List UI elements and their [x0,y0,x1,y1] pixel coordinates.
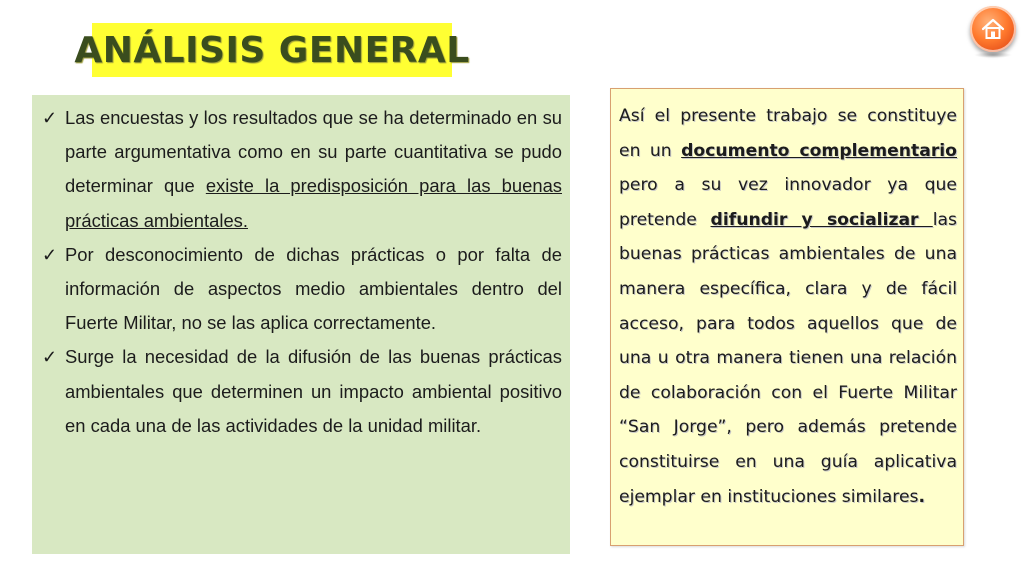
bullet-text: Por desconocimiento de dichas prácticas o por falta de información de aspectos medio ambientales dentro del Fuerte Militar, no se las aplica correctamente. [65,243,562,334]
summary-emphasis: difundir y socializar [710,209,933,230]
list-item [32,238,570,341]
bullet-text: Las encuestas y los resultados que se ha determinado en su parte argumentativa como en su parte cuantitativa se pudo determinar que [65,107,562,197]
title-banner [74,23,470,77]
list-item [32,340,570,443]
summary-text-part: pero a su vez innovador ya que pretende [619,175,957,230]
page-title: ANÁLISIS GENERAL [74,29,470,71]
summary-emphasis: documento complementario [681,140,957,161]
home-icon [981,18,1005,40]
checkmark-icon: ✓ [42,244,58,265]
home-button-shadow [974,52,1012,58]
findings-panel [32,95,570,554]
list-item [32,101,570,238]
summary-box [610,88,964,546]
checkmark-icon: ✓ [42,108,58,128]
findings-list [32,101,570,443]
summary-final-period: . [918,486,926,507]
home-button[interactable] [970,6,1016,52]
summary-text-part: Así el presente trabajo se constituye en un [619,106,957,161]
bullet-text: Surge la necesidad de la difusión de las buenas prácticas ambientales que determinen un impacto ambiental positivo en cada una de las actividades de la unidad militar. [65,346,562,436]
checkmark-icon: ✓ [42,347,58,368]
bullet-underlined-text: existe la predisposición para las buenas prácticas ambientales. [65,175,562,231]
summary-text [619,99,957,514]
summary-text-part: las buenas prácticas ambientales de una manera específica, clara y de fácil acceso, para todos aquellos que de una u otra manera tienen una relación de colaboración con el Fuerte Militar “San Jorge”, pero además pretende constituirse en una guía aplicativa ejemplar en instituciones similares [619,209,957,507]
